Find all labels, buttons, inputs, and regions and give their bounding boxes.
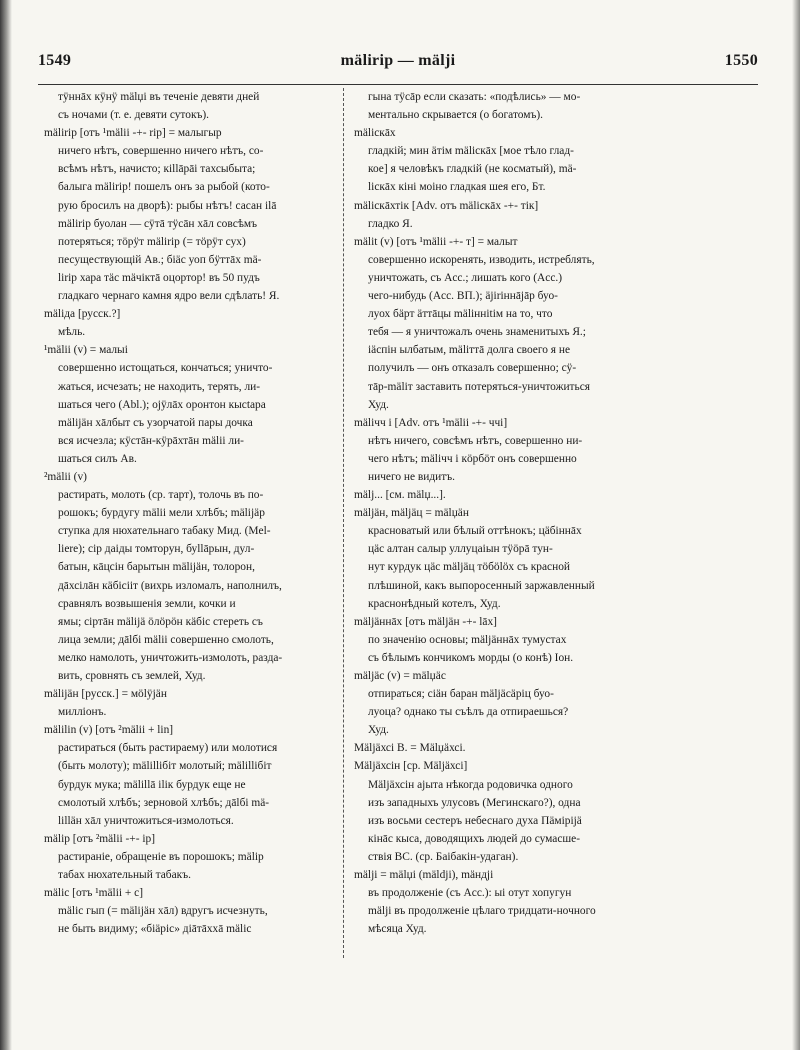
right-column <box>354 88 706 938</box>
entry-line: вить, сровнять съ землей, Худ. <box>58 670 206 682</box>
entry-line: ничего нѣтъ, совершенно ничего нѣтъ, со- <box>58 145 264 158</box>
entry-headword: Mäljäхсі B. = Mälџäхсі. <box>354 742 466 755</box>
page-header <box>38 52 758 76</box>
entry-line: ничего не видитъ. <box>368 470 455 483</box>
entry-line: mälji въ продолженіе цѣлаго тридцати-ночного <box>368 905 596 918</box>
dictionary-entry <box>354 667 706 739</box>
entry-line: liскāх кіні моіно гладкая шея его, Бт. <box>368 181 546 194</box>
entry-line: гладко Я. <box>368 217 413 230</box>
entry-line: Худ. <box>368 398 389 411</box>
entry-line: растирать, молоть (ср. тарт), толочь въ по- <box>58 489 264 502</box>
entry-line: сравнялъ возвышенія земли, кочки и <box>58 597 236 610</box>
entry-line: рошокъ; бурдугу mälii мели хлѣбъ; mälijäp <box>58 507 265 520</box>
entry-line: мѣсяца Худ. <box>368 923 427 936</box>
entry-line: батын, кāцсін барытын mälijäн, толорон, <box>58 561 255 574</box>
entry-line: уничтожать, съ Acc.; лишать кого (Acc.) <box>368 271 563 284</box>
entry-line: шаться силъ Ав. <box>58 452 137 465</box>
entry-headword: mälіда [русск.?] <box>44 308 121 321</box>
dictionary-entry <box>44 468 389 685</box>
entry-line: гладкаго чернаго камня ядро вели сдѣлать! Я. <box>58 290 280 303</box>
dictionary-entry <box>354 739 706 757</box>
entry-line: смолотый хлѣбъ; зерновой хлѣбъ; дālбі mä- <box>58 796 270 809</box>
entry-line: lilläн хāл уничтожиться-измолоться. <box>58 814 234 827</box>
entry-line: mälirip буолан — сÿтā тÿсāн хāл совсѣмъ <box>58 217 258 230</box>
left-column <box>44 88 389 938</box>
entry-line: плѣшиной, какъ выпоросенный заржавленный <box>368 579 595 592</box>
entry-line: изъ восьми сестеръ небеснаго духа Пäмірijä <box>368 814 582 827</box>
dictionary-entry <box>44 341 389 468</box>
page-edge-left <box>0 0 12 1050</box>
entry-line: ямы; сіртāн mälijä öлöрöн кäбіс стереть съ <box>58 615 263 628</box>
entry-line: гына тÿсāр если сказать: «подѣлись» — мо- <box>368 91 581 103</box>
entry-line: не быть видиму; «біäріс» дiāтāххā mälic <box>58 923 252 936</box>
entry-line: iäспін ылбатым, mälіттā долга своего я не <box>368 344 571 357</box>
entry-line: Худ. <box>368 724 389 737</box>
entry-line: тÿннāх кÿнÿ mälџi въ теченіе девяти дней <box>58 91 260 103</box>
dictionary-entry <box>44 830 389 884</box>
entry-line: mälijäн хāлбыт съ узорчатой пары дочка <box>58 416 253 429</box>
entry-line: лица земли; дālбі mälii совершенно смолоть, <box>58 633 274 646</box>
entry-line: отпираться; сіäн баран mäljäсäріц буо- <box>368 688 554 701</box>
entry-line: табах нюхательный табакъ. <box>58 869 191 882</box>
entry-line: чего-нибудь (Acc. ВП.); äjіriннājāр буо- <box>368 290 558 303</box>
entry-line: въ продолженіе (съ Acc.): ыі отут хопугун <box>368 887 572 900</box>
entry-line: совершенно истощаться, кончаться; уничто- <box>58 362 273 375</box>
entry-line: съ ночами (т. е. девяти сутокъ). <box>58 109 210 122</box>
dictionary-entry <box>44 88 389 124</box>
entry-headword: mälip [отъ ²mälii -+- ip] <box>44 832 156 845</box>
entry-line: краснонѣдный котелъ, Худ. <box>368 597 501 610</box>
entry-headword: mäljäc (v) = mälџäc <box>354 670 446 682</box>
entry-line: растираніе, обращеніе въ порошокъ; mälip <box>58 850 264 863</box>
dictionary-entry <box>354 613 706 667</box>
dictionary-entry <box>44 124 389 305</box>
entry-line: мелко намолоть, уничтожить-измолоть, разда- <box>58 651 283 664</box>
entry-headword: mälilin (v) [отъ ²mälii + lin] <box>44 724 174 737</box>
entry-line: ствія ВС. (ср. Баібакін-удаган). <box>368 850 519 863</box>
entry-line: луох бäрт äттāцы mäliнніtім на то, что <box>368 308 553 321</box>
entry-line: получилъ — онъ отказалъ совершенно; сÿ- <box>368 362 577 375</box>
entry-line: совершенно искоренять, изводить, истреблять, <box>368 253 595 266</box>
entry-line: балыга mälirip! пошелъ онъ за рыбой (кото- <box>58 181 270 194</box>
entry-line: mälic гып (= mälijäн хāл) вдругъ исчезнуть, <box>58 905 268 918</box>
entry-headword: mälj... [см. mälџ...]. <box>354 489 446 502</box>
entry-line: шаться чего (Abl.); оjÿлāх оронтон кысtара <box>58 398 266 411</box>
entry-headword: mälirip [отъ ¹mälii -+- rip] = малыгыр <box>44 127 222 140</box>
entry-line: ступка для нюхательнаго табаку Мид. (Mel- <box>58 525 271 538</box>
dictionary-entry <box>354 486 706 504</box>
entry-headword: mälit (v) [отъ ¹mälii -+- т] = малыт <box>354 235 518 248</box>
entry-line: нѣтъ ничего, совсѣмъ нѣтъ, совершенно ни- <box>368 434 583 447</box>
entry-line: растираться (быть растираему) или молотися <box>58 742 278 755</box>
entry-headword: ¹mälii (v) = малыі <box>44 344 128 357</box>
column-divider <box>343 88 344 958</box>
dictionary-entry <box>44 685 389 721</box>
entry-headword: Mäljäхсін [ср. Mäljäхсі] <box>354 760 468 773</box>
entry-line: lirip хара тäс mäчіктā оцортор! въ 50 пудъ <box>58 271 260 284</box>
header-rule <box>38 84 758 85</box>
entry-line: бурдук мука; mälillā ilік бурдук еще не <box>58 778 246 791</box>
entry-line: всѣмъ нѣтъ, начисто; кіllāрāі тахсыбыта; <box>58 163 256 176</box>
page-number-left: 1549 <box>38 52 72 69</box>
entry-line: красноватый или бѣлый оттѣнокъ; цäбіннāх <box>368 525 582 538</box>
dictionary-entry <box>44 884 389 938</box>
entry-line: кінāс кыса, доводящихъ людей до сумасше- <box>368 832 581 845</box>
entry-line: кое] я человѣкъ гладкій (не косматый), mä- <box>368 163 577 176</box>
entry-headword: ²mälii (v) <box>44 470 87 483</box>
running-title: mälirip — mälji <box>340 52 456 69</box>
entry-line: дāхсілāн кäбісііт (вихрь изломалъ, наполнилъ, <box>58 579 282 592</box>
dictionary-entry <box>354 233 706 414</box>
entry-line: чего нѣтъ; mälічч і кöрбöт онъ совершенно <box>368 452 577 465</box>
entry-line: луоца? однако ты съѣлъ да отпираешься? <box>368 706 569 719</box>
entry-headword: mälічч і [Adv. отъ ¹mälii -+- ччі] <box>354 416 508 429</box>
entry-line: песуществующій Ав.; біäс уоп бÿттāх mä- <box>58 253 262 266</box>
entry-headword: mäljäн, mäljäц = mälџäн <box>354 507 469 520</box>
entry-line: потеряться; тöрÿт mälirip (= тöрÿт сух) <box>58 235 246 248</box>
dictionary-entry <box>354 88 706 124</box>
entry-line: ментально скрывается (о богатомъ). <box>368 109 543 122</box>
dictionary-entry <box>354 414 706 486</box>
entry-line: по значенію основы; mäljäннāх тумустах <box>368 633 567 646</box>
entry-line: гладкій; мин äтім mäliскāх [мое тѣло глад- <box>368 145 574 158</box>
entry-line: изъ западныхъ улусовъ (Мегинскаго?), одна <box>368 796 581 809</box>
dictionary-entry <box>44 721 389 830</box>
page-number-right: 1550 <box>724 52 758 69</box>
entry-headword: mälijäн [русск.] = мölÿjäн <box>44 688 167 701</box>
entry-line: (быть молоту); mälilliбіт молотый; mälilliбіт <box>58 760 272 773</box>
entry-line: вся исчезла; кÿстāн-кÿрāхтāн mälii ли- <box>58 434 244 447</box>
dictionary-entry <box>354 124 706 196</box>
dictionary-entry <box>44 305 389 341</box>
entry-headword: mälji = mälџi (mäldji), mäндji <box>354 869 494 882</box>
entry-line: рую бросилъ на дворѣ): рыбы нѣтъ! сасан ilā <box>58 199 277 212</box>
entry-line: тебя — я уничтожалъ очень знаменитыхъ Я.; <box>368 326 586 339</box>
entry-line: тāр-mäliт заставить потеряться-уничтожиться <box>368 380 591 393</box>
entry-line: liere); сір даіды томторун, буllāрын, дул- <box>58 543 255 556</box>
entry-line: съ бѣлымъ кончикомъ морды (о конѣ) Іон. <box>368 651 574 664</box>
dictionary-entry <box>354 197 706 233</box>
entry-line: мѣль. <box>58 326 86 339</box>
page-edge-right <box>792 0 800 1050</box>
entry-line: милліонъ. <box>58 706 107 719</box>
entry-headword: mäliскāх <box>354 127 396 140</box>
entry-headword: mälic [отъ ¹mälii + c] <box>44 887 143 900</box>
entry-headword: mäliскāхтік [Adv. отъ mäliскāх -+- тік] <box>354 199 539 212</box>
entry-line: цäс алтан салыр уллуцаіын тÿöрā тун- <box>368 543 553 556</box>
dictionary-entry <box>354 504 706 613</box>
entry-line: Mäljäхсін аjыта нѣкогда родовичка одного <box>368 778 573 791</box>
entry-line: жаться, исчезать; не находить, терять, ли- <box>58 380 261 393</box>
dictionary-entry <box>354 757 706 866</box>
dictionary-entry <box>354 866 706 938</box>
entry-headword: mäljäннāх [отъ mäljäн -+- lāх] <box>354 615 497 628</box>
entry-line: нут курдук цäс mäljäц тöбölöх съ красной <box>368 561 570 574</box>
